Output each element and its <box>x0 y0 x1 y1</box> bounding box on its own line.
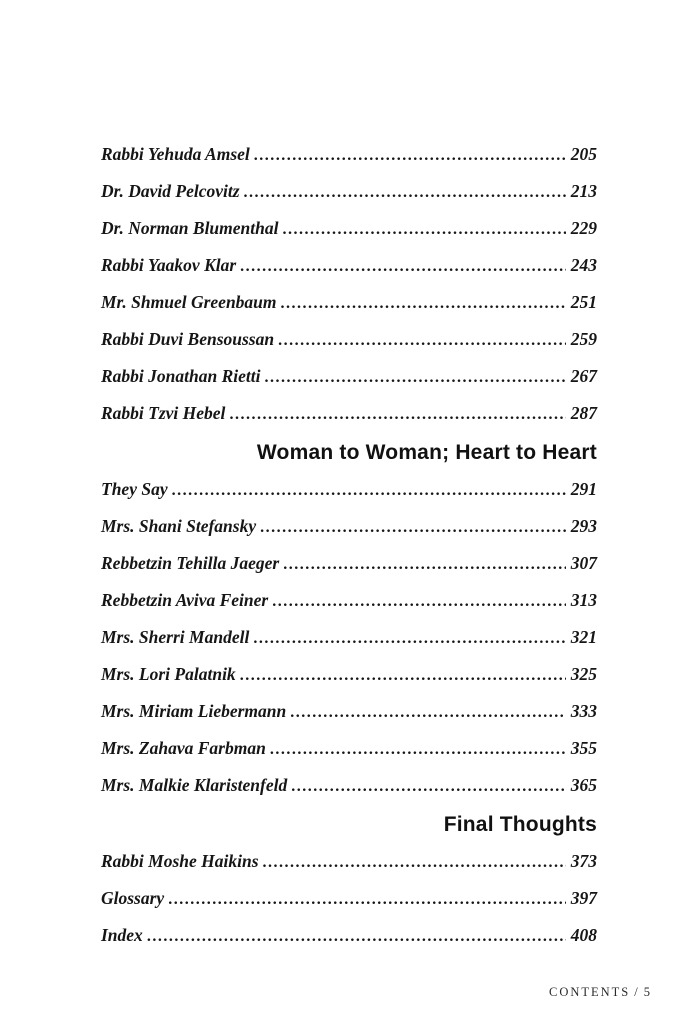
entry-page-number: 321 <box>570 627 597 647</box>
entry-title: Rabbi Tzvi Hebel <box>101 403 226 423</box>
dot-leader <box>254 146 566 166</box>
footer-label: CONTENTS <box>548 985 631 999</box>
entry-title: Dr. Norman Blumenthal <box>101 218 279 238</box>
entry-page-number: 259 <box>570 329 597 349</box>
entry-title: Rebbetzin Aviva Feiner <box>101 590 269 610</box>
entry-page-number: 229 <box>570 218 597 238</box>
toc-entry-row <box>101 403 597 425</box>
dot-leader <box>240 666 566 686</box>
dot-leader <box>272 592 566 612</box>
dot-leader <box>278 331 566 351</box>
entry-page-number: 355 <box>570 738 597 758</box>
dot-leader <box>240 257 566 277</box>
toc-entry-row <box>101 479 597 501</box>
entry-page-number: 293 <box>570 516 597 536</box>
entry-page-number: 251 <box>570 292 597 312</box>
entry-title: Mrs. Lori Palatnik <box>101 664 236 684</box>
entry-title: Mrs. Sherri Mandell <box>101 627 250 647</box>
toc-entry-row <box>101 292 597 314</box>
dot-leader <box>168 890 566 910</box>
entry-page-number: 287 <box>570 403 597 423</box>
entry-title: Rabbi Yaakov Klar <box>101 255 237 275</box>
table-of-contents <box>101 144 597 962</box>
entry-title: Mr. Shmuel Greenbaum <box>101 292 277 312</box>
dot-leader <box>172 481 566 501</box>
dot-leader <box>283 555 566 575</box>
entry-title: Mrs. Zahava Farbman <box>101 738 266 758</box>
toc-entry-row <box>101 144 597 166</box>
running-footer <box>549 985 652 1000</box>
dot-leader <box>264 368 565 388</box>
entry-page-number: 205 <box>570 144 597 164</box>
toc-entry-row <box>101 218 597 240</box>
entry-page-number: 365 <box>570 775 597 795</box>
toc-entry-row <box>101 181 597 203</box>
toc-entry-row <box>101 775 597 797</box>
entry-title: Mrs. Malkie Klaristenfeld <box>101 775 288 795</box>
toc-entry-row <box>101 590 597 612</box>
entry-title: Rabbi Moshe Haikins <box>101 851 259 871</box>
entry-title: Dr. David Pelcovitz <box>101 181 240 201</box>
entry-page-number: 333 <box>570 701 597 721</box>
entry-title: Index <box>101 925 143 945</box>
dot-leader <box>253 629 565 649</box>
entry-title: They Say <box>101 479 168 499</box>
entry-page-number: 213 <box>570 181 597 201</box>
entry-page-number: 313 <box>570 590 597 610</box>
toc-entry-row <box>101 888 597 910</box>
toc-entry-row <box>101 516 597 538</box>
toc-entry-row <box>101 664 597 686</box>
toc-entry-row <box>101 738 597 760</box>
toc-entry-row <box>101 851 597 873</box>
toc-entry-row <box>101 553 597 575</box>
entry-title: Rabbi Yehuda Amsel <box>101 144 250 164</box>
entry-page-number: 307 <box>570 553 597 573</box>
dot-leader <box>281 294 566 314</box>
dot-leader <box>260 518 566 538</box>
entry-title: Rabbi Jonathan Rietti <box>101 366 261 386</box>
dot-leader <box>263 853 566 873</box>
entry-page-number: 325 <box>570 664 597 684</box>
entry-page-number: 267 <box>570 366 597 386</box>
entry-title: Rebbetzin Tehilla Jaeger <box>101 553 280 573</box>
section-heading-woman-to-woman: Woman to Woman; Heart to Heart <box>256 441 597 464</box>
dot-leader <box>147 927 566 947</box>
entry-title: Mrs. Shani Stefansky <box>101 516 257 536</box>
section-heading-final-thoughts: Final Thoughts <box>443 813 597 836</box>
toc-entry-row <box>101 701 597 723</box>
dot-leader <box>244 183 566 203</box>
entry-page-number: 291 <box>570 479 597 499</box>
entry-page-number: 373 <box>570 851 597 871</box>
entry-page-number: 397 <box>570 888 597 908</box>
entry-page-number: 243 <box>570 255 597 275</box>
dot-leader <box>291 777 566 797</box>
dot-leader <box>229 405 565 425</box>
toc-entry-row <box>101 255 597 277</box>
entry-title: Glossary <box>101 888 165 908</box>
entry-page-number: 408 <box>570 925 597 945</box>
dot-leader <box>270 740 566 760</box>
toc-entry-row <box>101 329 597 351</box>
toc-entry-row <box>101 627 597 649</box>
toc-entry-row <box>101 366 597 388</box>
entry-title: Rabbi Duvi Bensoussan <box>101 329 275 349</box>
footer-separator: / <box>634 985 640 999</box>
dot-leader <box>283 220 566 240</box>
toc-entry-row <box>101 925 597 947</box>
entry-title: Mrs. Miriam Liebermann <box>101 701 287 721</box>
footer-page-number: 5 <box>643 985 652 999</box>
dot-leader <box>290 703 566 723</box>
